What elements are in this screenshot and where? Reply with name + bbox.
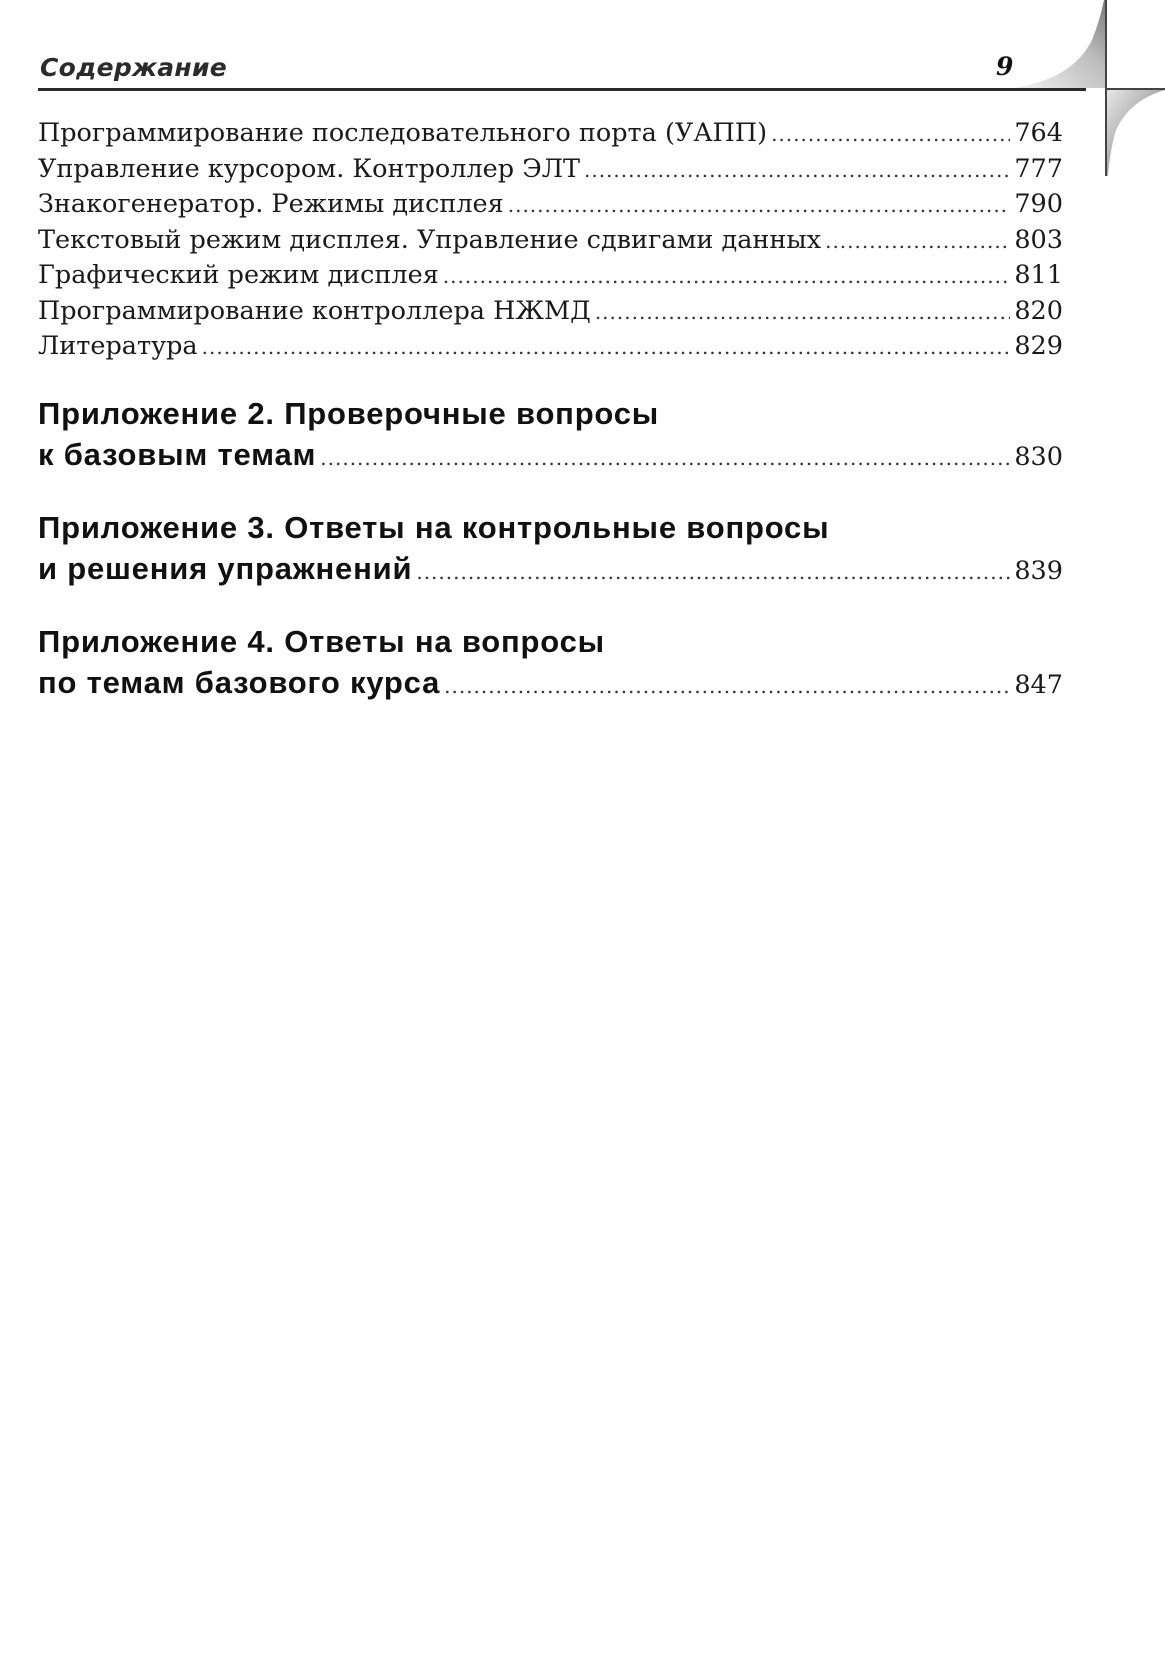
running-header bbox=[38, 50, 1038, 90]
toc-leader-dots bbox=[508, 188, 1011, 224]
toc-leader-dots bbox=[584, 153, 1010, 189]
toc-entry-page: 811 bbox=[1014, 260, 1063, 290]
toc-leader-dots bbox=[771, 117, 1010, 153]
appendix-page: 847 bbox=[1014, 669, 1063, 700]
toc-leader-dots bbox=[825, 224, 1010, 260]
toc-entry-title: Программирование последовательного порта (УАПП) bbox=[38, 118, 768, 148]
toc-leader-dots bbox=[416, 552, 1010, 593]
appendix-title-line1: Приложение 4. Ответы на вопросы bbox=[38, 623, 605, 659]
appendix-page: 839 bbox=[1014, 555, 1063, 586]
toc-leader-dots bbox=[595, 295, 1011, 331]
toc-entry-title: Текстовый режим дисплея. Управление сдвигами данных bbox=[38, 224, 822, 255]
toc-entry bbox=[38, 187, 1063, 223]
toc-entry bbox=[38, 294, 1063, 330]
toc-leader-dots bbox=[202, 330, 1011, 366]
appendix-title-line2: и решения упражнений bbox=[38, 550, 413, 586]
toc-entry bbox=[38, 116, 1063, 152]
toc-entry-page: 790 bbox=[1014, 189, 1063, 219]
toc-entry-page: 803 bbox=[1014, 224, 1063, 255]
toc-entry-title: Управление курсором. Контроллер ЭЛТ bbox=[38, 153, 580, 184]
appendix-page: 830 bbox=[1014, 441, 1063, 472]
page-number: 9 bbox=[996, 52, 1014, 81]
appendix-title-line1: Приложение 3. Ответы на контрольные вопросы bbox=[38, 509, 830, 545]
toc-entry bbox=[38, 329, 1063, 365]
toc-appendix-entry bbox=[38, 621, 1063, 707]
header-rule bbox=[38, 88, 1086, 91]
appendix-title-line2-row bbox=[38, 434, 1063, 479]
toc-entry-title: Графический режим дисплея bbox=[38, 260, 439, 290]
toc-entry-title: Программирование контроллера НЖМД bbox=[38, 295, 591, 326]
appendix-title-line2-row bbox=[38, 662, 1063, 707]
appendix-title-line2: по темам базового курса bbox=[38, 664, 441, 700]
toc-entry-page: 777 bbox=[1014, 153, 1063, 184]
appendix-title-line1: Приложение 2. Проверочные вопросы bbox=[38, 395, 660, 431]
toc-entry bbox=[38, 152, 1063, 188]
table-of-contents bbox=[38, 116, 1063, 707]
toc-leader-dots bbox=[320, 438, 1010, 479]
toc-entry-page: 764 bbox=[1014, 118, 1063, 148]
toc-entry-page: 820 bbox=[1014, 295, 1063, 326]
toc-leader-dots bbox=[444, 666, 1010, 707]
toc-leader-dots bbox=[443, 259, 1011, 295]
toc-entry bbox=[38, 223, 1063, 259]
toc-entry bbox=[38, 258, 1063, 294]
appendix-title-line2-row bbox=[38, 548, 1063, 593]
toc-appendix-entry bbox=[38, 393, 1063, 479]
appendix-title-line2: к базовым темам bbox=[38, 436, 317, 472]
toc-entry-page: 829 bbox=[1014, 331, 1063, 361]
toc-appendix-entry bbox=[38, 507, 1063, 593]
toc-entry-title: Знакогенератор. Режимы дисплея bbox=[38, 189, 504, 219]
toc-entry-title: Литература bbox=[38, 331, 198, 361]
running-header-title: Содержание bbox=[40, 53, 228, 82]
